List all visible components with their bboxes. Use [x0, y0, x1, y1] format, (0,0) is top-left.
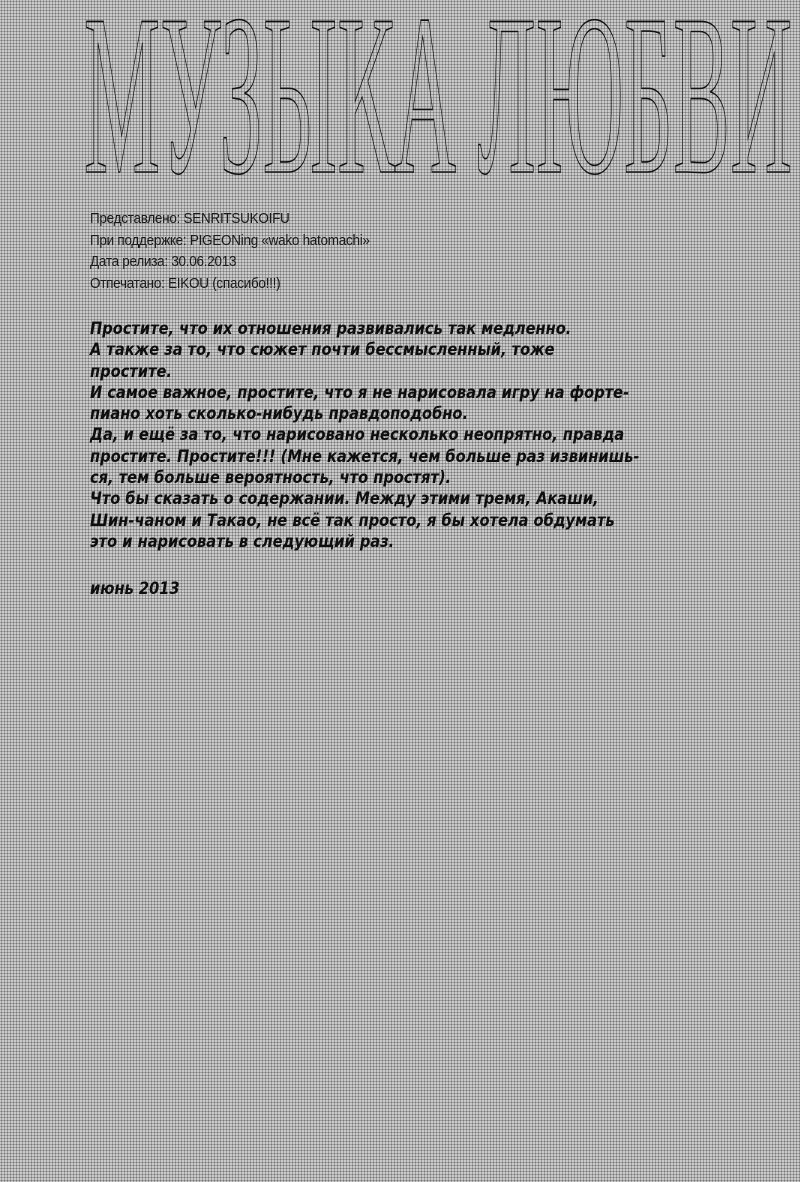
- afterword-line: А также за то, что сюжет почти бессмысленный, тоже: [90, 340, 555, 361]
- afterword-block: [90, 319, 730, 553]
- credit-presented-by: Представлено: SENRITSUKOIFU: [90, 210, 290, 227]
- credits-block: [90, 208, 690, 294]
- credit-release-date: Дата релиза: 30.06.2013: [90, 253, 237, 270]
- afterword-line: Да, и ещё за то, что нарисовано несколько неопрятно, правда: [90, 425, 625, 446]
- afterword-line: пиано хоть сколько-нибудь правдоподобно.: [90, 404, 469, 425]
- afterword-line: простите. Простите!!! (Мне кажется, чем больше раз извинишь-: [90, 446, 640, 467]
- credit-printed-by: Отпечатано: EIKOU (спасибо!!!): [90, 274, 281, 292]
- afterword-line: это и нарисовать в следующий раз.: [90, 531, 395, 552]
- title-block: [84, 0, 800, 194]
- afterword-line: Шин-чаном и Такао, не всё так просто, я бы хотела обдумать: [90, 510, 615, 531]
- credit-supported-by: При поддержке: PIGEONing «wako hatomachi»: [90, 231, 370, 249]
- afterword-line: Простите, что их отношения развивались так медленно.: [90, 319, 572, 339]
- afterword-line: ся, тем больше вероятность, что простят).: [90, 468, 452, 489]
- afterword-line: Что бы сказать о содержании. Между этими тремя, Акаши,: [90, 489, 599, 510]
- afterword-line: И самое важное, простите, что я не нарисовала игру на форте-: [90, 382, 630, 403]
- afterword-line: простите.: [90, 361, 172, 382]
- signoff-date: июнь 2013: [90, 579, 180, 599]
- page-title: [84, 0, 796, 194]
- title-text: МУЗЫКА ЛЮБВИ: [84, 0, 792, 194]
